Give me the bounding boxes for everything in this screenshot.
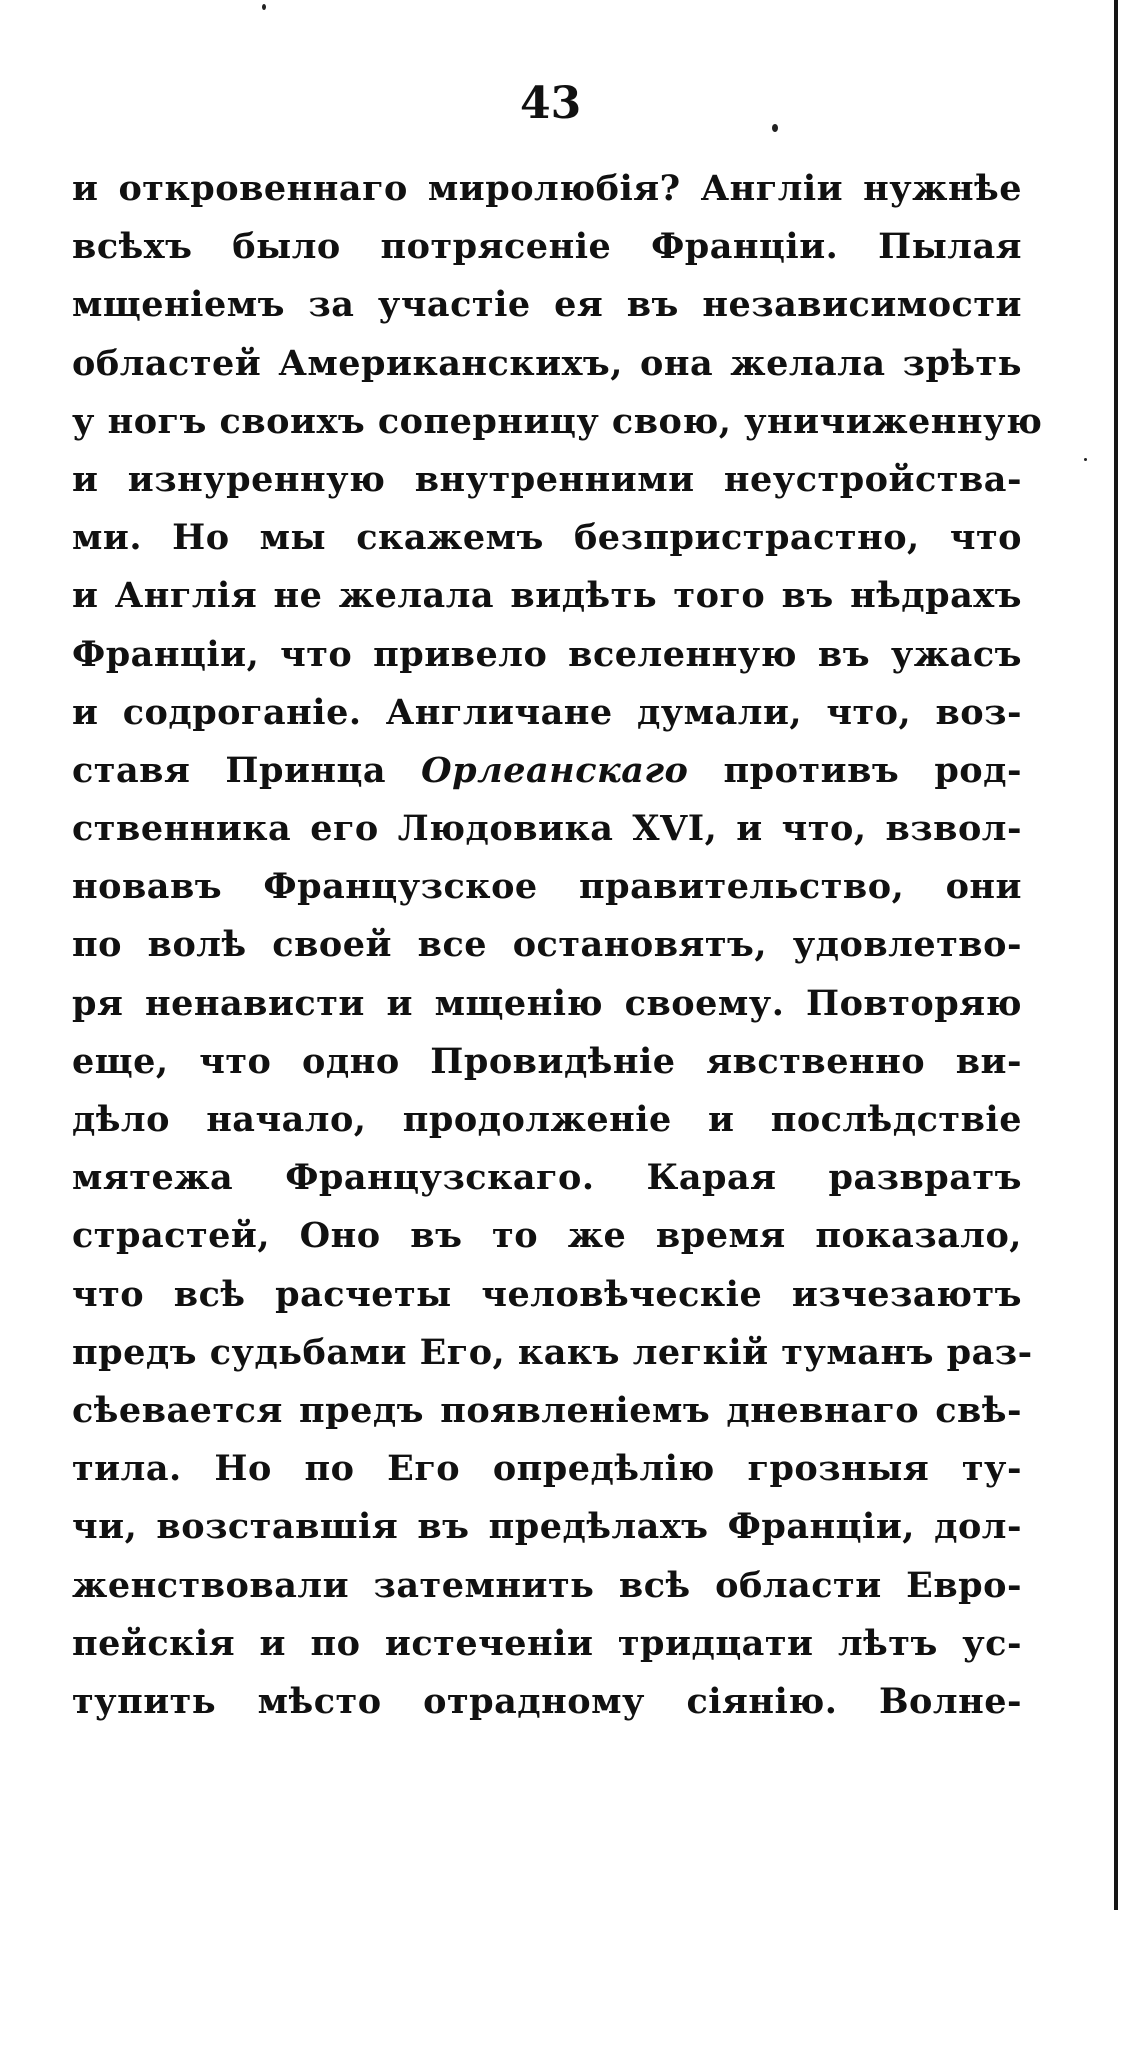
- page-number: 43: [520, 78, 582, 129]
- text-line: предъ судьбами Его, какъ легкій туманъ раз-: [72, 1331, 1033, 1373]
- text-line: Франціи, что привело вселенную въ ужасъ: [72, 633, 1022, 675]
- text-line: ственника его Людовика XVI, и что, взвол-: [72, 808, 1022, 850]
- page-edge-line: [1114, 0, 1118, 1910]
- text-line: пейскія и по истеченіи тридцати лѣтъ ус-: [72, 1622, 1022, 1664]
- text-line: что всѣ расчеты человѣческіе изчезаютъ: [72, 1273, 1022, 1315]
- text-line: всѣхъ было потрясеніе Франціи. Пылая: [72, 226, 1022, 268]
- print-speck: [1084, 458, 1087, 461]
- text-line: тила. Но по Его опредѣлію грозныя ту-: [72, 1448, 1022, 1490]
- text-segment: ставя Принца: [72, 749, 422, 791]
- text-line: областей Американскихъ, она желала зрѣть: [72, 342, 1022, 384]
- text-line: ря ненависти и мщенію своему. Повторяю: [72, 982, 1022, 1024]
- text-line: и содроганіе. Англичане думали, что, воз-: [72, 691, 1022, 733]
- text-line: чи, возставшія въ предѣлахъ Франціи, дол-: [72, 1506, 1022, 1548]
- text-line: и откровеннаго миролюбія? Англіи нужнѣе: [72, 168, 1022, 209]
- text-line: женствовали затемнить всѣ области Евро-: [72, 1564, 1022, 1606]
- text-line: по волѣ своей все остановятъ, удовлетво-: [72, 924, 1022, 966]
- text-line: дѣло начало, продолженіе и послѣдствіе: [72, 1099, 1022, 1140]
- text-line: тупить мѣсто отрадному сіянію. Волне-: [72, 1680, 1022, 1722]
- text-line: новавъ Французское правительство, они: [72, 866, 1022, 908]
- italic-name: Орлеанскаго: [421, 749, 689, 791]
- print-speck: [262, 4, 266, 10]
- text-segment: противъ род-: [688, 749, 1022, 791]
- print-speck: [772, 124, 778, 132]
- text-line: ми. Но мы скажемъ безпристрастно, что: [72, 517, 1022, 559]
- text-line-mixed: [72, 742, 1022, 800]
- text-line: и изнуренную внутренними неустройства-: [72, 458, 1022, 500]
- text-line: сѣевается предъ появленіемъ дневнаго свѣ-: [72, 1389, 1022, 1431]
- text-line: мщеніемъ за участіе ея въ независимости: [72, 284, 1022, 326]
- text-line: страстей, Оно въ то же время показало,: [72, 1215, 1022, 1257]
- text-line: и Англія не желала видѣть того въ нѣдрахъ: [72, 575, 1022, 617]
- text-line: у ногъ своихъ соперницу свою, уничиженную: [72, 400, 1043, 442]
- body-text: [72, 160, 1043, 1731]
- text-line: еще, что одно Провидѣніе явственно ви-: [72, 1040, 1022, 1082]
- text-line: мятежа Французскаго. Карая развратъ: [72, 1157, 1022, 1199]
